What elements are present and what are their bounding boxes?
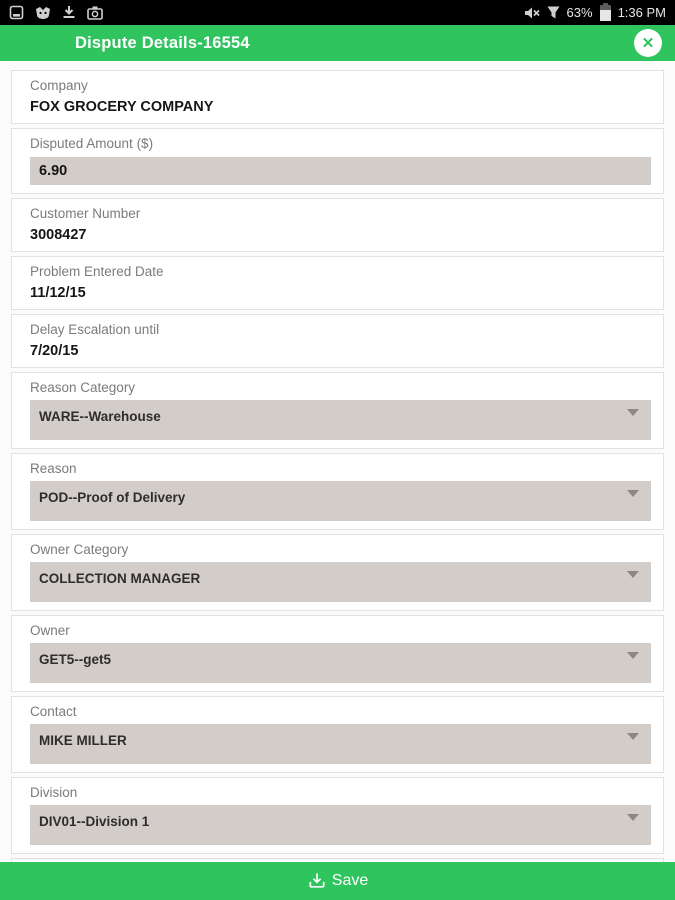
owner-dropdown[interactable] — [30, 643, 651, 683]
title-bar — [0, 25, 675, 61]
save-label: Save — [331, 872, 369, 889]
field-value: 11/12/15 — [30, 285, 86, 301]
field-problem-entered-date — [11, 256, 664, 310]
field-label: Company — [30, 78, 88, 93]
field-label: Reason — [30, 461, 77, 476]
chevron-down-icon — [627, 652, 639, 659]
field-label: Owner Category — [30, 542, 129, 557]
chevron-down-icon — [627, 409, 639, 416]
field-label: Problem Entered Date — [30, 264, 164, 279]
dropdown-value: WARE--Warehouse — [39, 409, 161, 424]
chevron-down-icon — [627, 814, 639, 821]
division-dropdown[interactable] — [30, 805, 651, 845]
close-icon: ✕ — [641, 35, 655, 52]
field-label: Delay Escalation until — [30, 322, 160, 337]
owner-category-dropdown[interactable] — [30, 562, 651, 602]
save-button[interactable] — [0, 862, 675, 900]
field-customer-number — [11, 198, 664, 252]
signal-icon — [546, 5, 561, 20]
app-icon — [35, 6, 51, 20]
dropdown-value: GET5--get5 — [39, 652, 112, 667]
field-label: Owner — [30, 623, 70, 638]
disputed-amount-input[interactable]: 6.90 — [30, 157, 651, 185]
dropdown-value: COLLECTION MANAGER — [39, 571, 201, 586]
battery-percent: 63% — [566, 5, 593, 20]
field-owner — [11, 615, 664, 692]
reason-category-dropdown[interactable] — [30, 400, 651, 440]
field-value: FOX GROCERY COMPANY — [30, 99, 214, 115]
reason-dropdown[interactable] — [30, 481, 651, 521]
field-label: Division — [30, 785, 78, 800]
field-label: Reason Category — [30, 380, 136, 395]
field-label: Contact — [30, 704, 77, 719]
battery-icon — [600, 5, 611, 21]
dropdown-value: MIKE MILLER — [39, 733, 127, 748]
dispute-form — [0, 61, 675, 900]
field-contact — [11, 696, 664, 773]
mute-icon — [524, 6, 540, 20]
download-icon — [62, 5, 76, 20]
contact-dropdown[interactable] — [30, 724, 651, 764]
chevron-down-icon — [627, 733, 639, 740]
screenshot-icon — [9, 5, 24, 20]
chevron-down-icon — [627, 571, 639, 578]
field-label: Disputed Amount ($) — [30, 136, 154, 151]
field-label: Customer Number — [30, 206, 141, 221]
status-bar — [0, 0, 675, 25]
page-title: Dispute Details-16554 — [75, 33, 250, 52]
field-owner-category — [11, 534, 664, 611]
field-company — [11, 70, 664, 124]
field-reason — [11, 453, 664, 530]
field-value: 3008427 — [30, 227, 87, 243]
status-time: 1:36 PM — [617, 5, 666, 20]
field-delay-escalation — [11, 314, 664, 368]
close-button[interactable] — [634, 29, 662, 57]
dropdown-value: POD--Proof of Delivery — [39, 490, 186, 505]
dropdown-value: DIV01--Division 1 — [39, 814, 150, 829]
field-division — [11, 777, 664, 854]
field-reason-category — [11, 372, 664, 449]
chevron-down-icon — [627, 490, 639, 497]
save-icon — [307, 871, 327, 891]
field-disputed-amount — [11, 128, 664, 194]
camera-icon — [87, 6, 103, 20]
field-value: 7/20/15 — [30, 343, 79, 359]
